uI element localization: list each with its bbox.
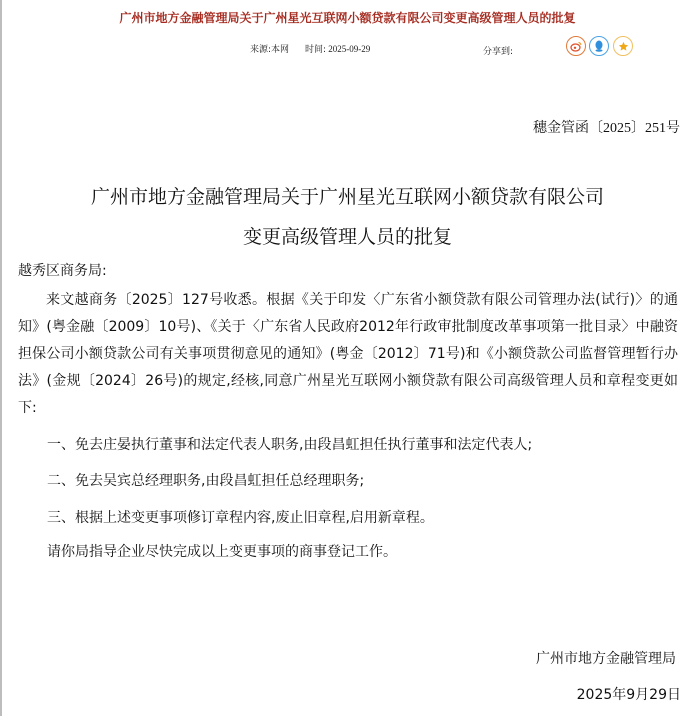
share-label: 分享到: xyxy=(483,47,514,57)
page-title: 广州市地方金融管理局关于广州星光互联网小额贷款有限公司变更高级管理人员的批复 xyxy=(119,11,576,25)
page-left-border xyxy=(0,0,2,716)
article-meta xyxy=(0,42,695,58)
time-value: 2025-09-29 xyxy=(328,44,371,54)
publish-time xyxy=(305,42,370,55)
source-label: 来源:本网 xyxy=(250,45,290,55)
approval-item: 二、免去吴宾总经理职务,由段昌虹担任总经理职务; xyxy=(47,473,365,489)
weibo-icon[interactable] xyxy=(566,36,586,56)
document-number: 穗金管函〔2025〕251号 xyxy=(533,121,680,136)
approval-item: 三、根据上述变更事项修订章程内容,废止旧章程,启用新章程。 xyxy=(47,510,434,526)
document-title-line2: 变更高级管理人员的批复 xyxy=(242,226,452,248)
closing-paragraph: 请你局指导企业尽快完成以上变更事项的商事登记工作。 xyxy=(47,544,397,560)
signer: 广州市地方金融管理局 xyxy=(536,651,676,667)
qq-icon[interactable] xyxy=(589,36,609,56)
sign-date: 2025年9月29日 xyxy=(576,687,681,703)
approval-item: 一、免去庄晏执行董事和法定代表人职务,由段昌虹担任执行董事和法定代表人; xyxy=(47,437,533,453)
document-title-line1: 广州市地方金融管理局关于广州星光互联网小额贷款有限公司 xyxy=(90,186,604,208)
time-label: 时间: xyxy=(305,45,327,55)
favorite-star-icon[interactable] xyxy=(613,36,633,56)
body-paragraph: 来文越商务〔2025〕127号收悉。根据《关于印发〈广东省小额贷款有限公司管理办法(试行)〉的通知》(粤金融〔2009〕10号)、《关于〈广东省人民政府2012年行政审批制度改革事项第一批目录〉中融资担保公司小额贷款公司有关事项贯彻意见的通知》(粤金〔2012〕71号)和《小额贷款公司监督管理暂行办法》(金规〔2024〕26号)的规定,经核,同意广州星光互联网小额贷款有限公司高级管理人员和章程变更如下: xyxy=(18,292,678,416)
salutation: 越秀区商务局: xyxy=(18,263,107,279)
